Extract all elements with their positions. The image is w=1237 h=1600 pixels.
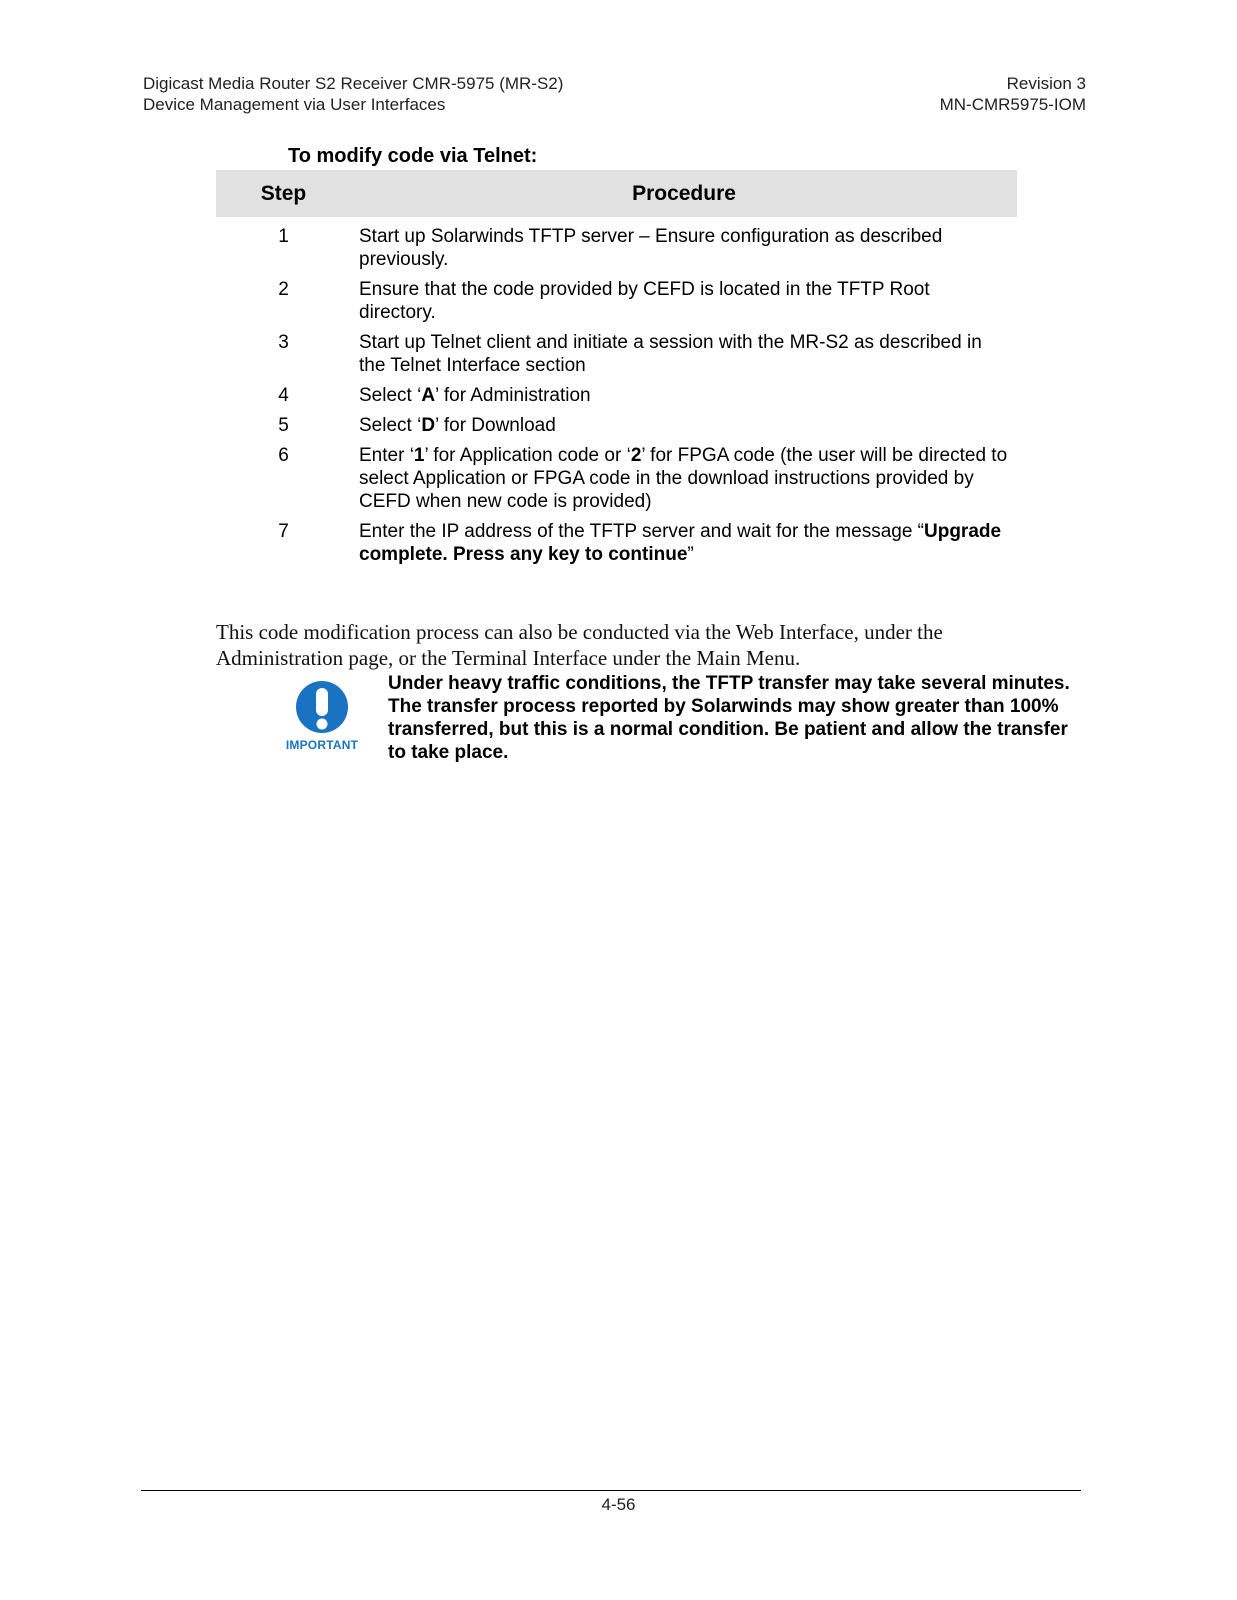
body-paragraph: This code modification process can also be conducted via the Web Interface, under the Administration page, or the Terminal Interface under the Main Menu. — [216, 620, 943, 670]
important-text: Under heavy traffic conditions, the TFTP transfer may take several minutes. The transfer process reported by Solarwinds may show greater than 100% transferred, but this is a normal condition. Be patient and allow the transfer to take place. — [388, 673, 1070, 763]
page-number: 4-56 — [601, 1495, 636, 1514]
important-notice — [283, 672, 1083, 772]
header-section-title: Device Management via User Interfaces — [143, 95, 446, 114]
step-number: 4 — [278, 385, 289, 406]
step-number: 1 — [278, 226, 289, 247]
procedure-table-header — [216, 170, 1017, 217]
page-header-left — [143, 73, 563, 115]
important-label: IMPORTANT — [285, 738, 359, 752]
key-highlight: 1 — [413, 445, 425, 466]
table-row — [216, 444, 1017, 520]
step-description: Start up Telnet client and initiate a session with the MR-S2 as described in the Telnet Interface section — [359, 332, 982, 376]
key-highlight: D — [421, 415, 436, 436]
page-header-right — [940, 73, 1086, 115]
step-number: 6 — [278, 445, 289, 466]
header-document-number: MN-CMR5975-IOM — [939, 95, 1086, 114]
step-number: 7 — [278, 521, 289, 542]
procedure-title: To modify code via Telnet: — [288, 145, 538, 167]
step-description: Select ‘A’ for Administration — [359, 385, 591, 406]
table-row — [216, 217, 1017, 278]
column-header-step: Step — [216, 170, 351, 217]
step-description: Ensure that the code provided by CEFD is located in the TFTP Root directory. — [359, 279, 930, 323]
table-row — [216, 384, 1017, 414]
column-header-procedure: Procedure — [351, 170, 1017, 217]
footer-divider — [141, 1490, 1081, 1491]
exclamation-icon — [294, 680, 350, 736]
step-number: 3 — [278, 332, 289, 353]
table-row — [216, 520, 1017, 573]
table-row — [216, 331, 1017, 384]
table-row — [216, 278, 1017, 331]
key-highlight: 2 — [630, 445, 642, 466]
table-row — [216, 414, 1017, 444]
important-icon — [283, 680, 361, 756]
header-document-title: Digicast Media Router S2 Receiver CMR-5975 (MR-S2) — [143, 74, 564, 93]
step-number: 2 — [278, 279, 289, 300]
step-number: 5 — [278, 415, 289, 436]
step-description: Enter the IP address of the TFTP server and wait for the message “Upgrade complete. Press any key to continue” — [359, 521, 1002, 565]
procedure-table — [216, 170, 1017, 573]
step-description: Start up Solarwinds TFTP server – Ensure configuration as described previously. — [359, 226, 943, 270]
step-description: Enter ‘1’ for Application code or ‘2’ for FPGA code (the user will be directed to select Application or FPGA code in the download instructions provided by CEFD when new code is provided) — [359, 445, 1008, 512]
message-highlight: Upgrade complete. Press any key to continue — [359, 521, 1002, 565]
header-revision: Revision 3 — [1006, 74, 1086, 93]
step-description: Select ‘D’ for Download — [359, 415, 556, 436]
key-highlight: A — [421, 385, 436, 406]
